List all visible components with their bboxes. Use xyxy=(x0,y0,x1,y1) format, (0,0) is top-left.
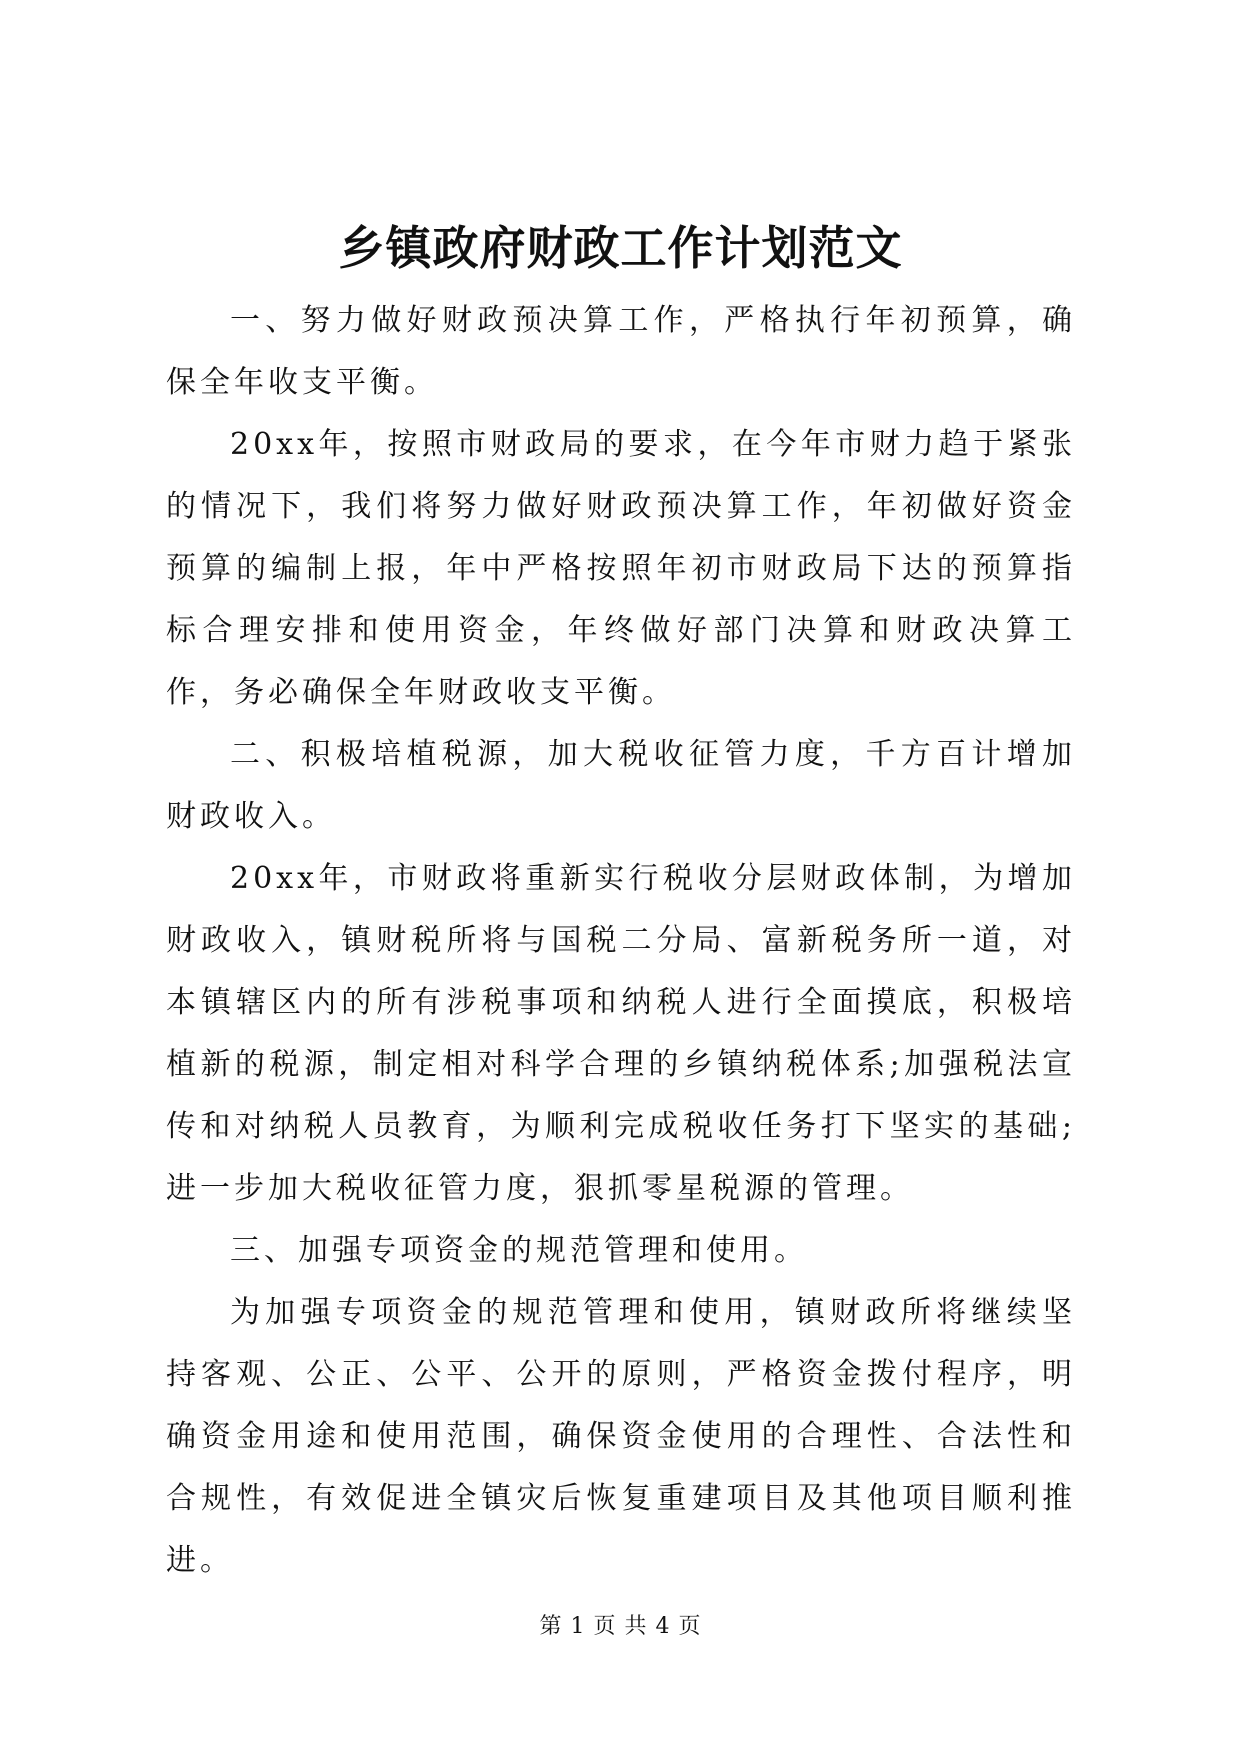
paragraph-1: 一、努力做好财政预决算工作，严格执行年初预算，确保全年收支平衡。 xyxy=(166,303,1076,400)
paragraph-2: 20xx年，按照市财政局的要求，在今年市财力趋于紧张的情况下，我们将努力做好财政预决算工作，年初做好资金预算的编制上报，年中严格按照年初市财政局下达的预算指标合理安排和使用资金，年终做好部门决算和财政决算工作，务必确保全年财政收支平衡。 xyxy=(166,427,1076,710)
paragraph-5: 三、加强专项资金的规范管理和使用。 xyxy=(230,1233,808,1268)
paragraph-4: 20xx年，市财政将重新实行税收分层财政体制，为增加财政收入，镇财税所将与国税二分局、富新税务所一道，对本镇辖区内的所有涉税事项和纳税人进行全面摸底，积极培植新的税源，制定相对科学合理的乡镇纳税体系;加强税法宣传和对纳税人员教育，为顺利完成税收任务打下坚实的基础;进一步加大税收征管力度，狠抓零星税源的管理。 xyxy=(166,861,1076,1206)
document-title: 乡镇政府财政工作计划范文 xyxy=(338,221,903,275)
page-footer: 第 1 页 共 4 页 xyxy=(539,1614,702,1639)
paragraph-6: 为加强专项资金的规范管理和使用，镇财政所将继续坚持客观、公正、公平、公开的原则，严格资金拨付程序，明确资金用途和使用范围，确保资金使用的合理性、合法性和合规性，有效促进全镇灾后恢复重建项目及其他项目顺利推进。 xyxy=(166,1295,1076,1578)
document-body xyxy=(166,290,1076,1592)
paragraph-3: 二、积极培植税源，加大税收征管力度，千方百计增加财政收入。 xyxy=(166,737,1076,834)
